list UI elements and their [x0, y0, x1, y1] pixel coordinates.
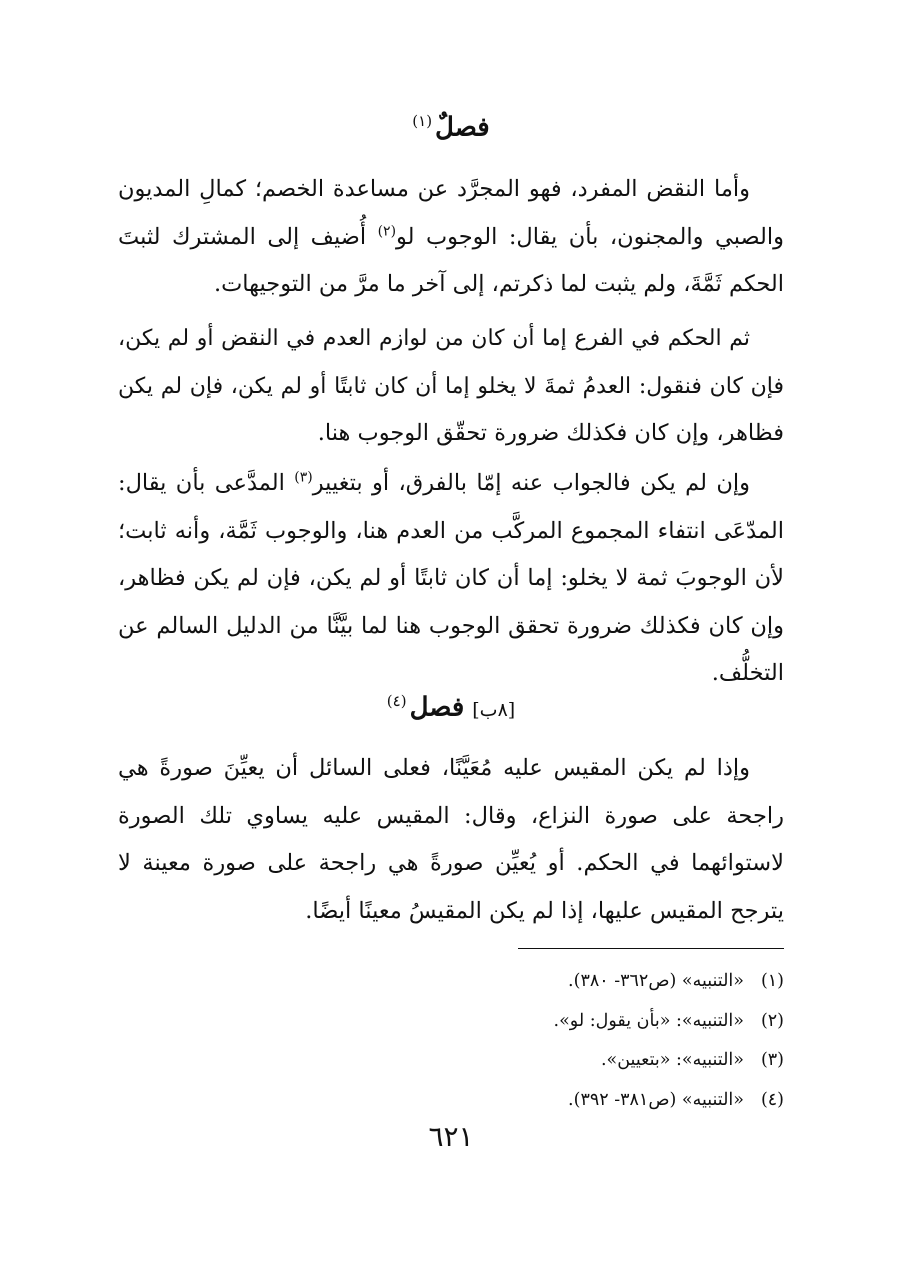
- section-heading-1: [118, 112, 784, 143]
- text-segment: وإن لم يكن فالجواب عنه إمّا بالفرق، أو بتغيير: [312, 470, 750, 496]
- heading-title: فصلٌ: [435, 112, 490, 143]
- footnote-number: (٤): [760, 1089, 784, 1110]
- text-line: فإن كان فنقول: العدمُ ثمةَ لا يخلو إما أن كان ثابتًا أو لم يكن، فإن لم يكن: [118, 373, 784, 399]
- text-line: التخلُّف.: [711, 660, 784, 686]
- text-line: [118, 214, 784, 262]
- text-line: وإذا لم يكن المقيس عليه مُعَيَّنًا، فعلى السائل أن يعيِّنَ صورةً هي: [118, 755, 750, 781]
- text-line: راجحة على صورة النزاع، وقال: المقيس عليه يساوي تلك الصورة: [118, 802, 784, 829]
- book-page: [118, 0, 784, 1271]
- footnote: [118, 1041, 784, 1081]
- text-line: المدّعَى انتفاء المجموع المركَّب من العدم هنا، والوجوب ثَمَّة، وأنه ثابت؛: [118, 517, 784, 544]
- footnote: [118, 1081, 784, 1121]
- text-line: الحكم ثَمَّةَ، ولم يثبت لما ذكرتم، إلى آخر ما مرَّ من التوجيهات.: [213, 271, 784, 297]
- footnote-text: «التنبيه»: «بتعيين».: [600, 1050, 744, 1070]
- folio-marker: [٨ب]: [472, 698, 516, 721]
- text-segment: المدَّعى بأن يقال:: [118, 470, 285, 496]
- footnote-ref: (٢): [377, 223, 397, 239]
- footnote-number: (١): [760, 971, 784, 991]
- section-heading-2: [118, 692, 784, 723]
- text-line: لأن الوجوبَ ثمة لا يخلو: إما أن كان ثابتًا أو لم يكن، فإن لم يكن فظاهر،: [118, 565, 784, 591]
- paragraph-2: [118, 315, 784, 458]
- footnote-text: «التنبيه» (ص٣٨١- ٣٩٢).: [568, 1089, 744, 1110]
- footnote-separator: [518, 948, 784, 949]
- footnote-number: (٣): [760, 1050, 784, 1070]
- paragraph-1: [118, 166, 784, 309]
- text-line: وأما النقض المفرد، فهو المجرَّد عن مساعدة الخصم؛ كمالِ المديون: [118, 176, 750, 202]
- footnote-text: «التنبيه» (ص٣٦٢- ٣٨٠).: [568, 971, 744, 991]
- paragraph-3: [118, 460, 784, 698]
- page-number: ٦٢١: [428, 1120, 474, 1153]
- footnotes: [118, 962, 784, 1120]
- footnote-text: «التنبيه»: «بأن يقول: لو».: [553, 1010, 744, 1031]
- text-line: [118, 460, 784, 508]
- heading-title: فصل: [409, 692, 465, 723]
- text-line: ثم الحكم في الفرع إما أن كان من لوازم العدم في النقض أو لم يكن،: [118, 326, 750, 351]
- text-line: يترجح المقيس عليها، إذا لم يكن المقيسُ معينًا أيضًا.: [305, 897, 784, 924]
- footnote: [118, 1002, 784, 1042]
- heading-footnote-ref: (٤): [386, 692, 407, 710]
- text-line: وإن كان فكذلك ضرورة تحقق الوجوب هنا لما بيَّنَّا من الدليل السالم عن: [118, 612, 784, 639]
- footnote-number: (٢): [760, 1010, 784, 1031]
- text-line: لاستوائهما في الحكم. أو يُعيِّن صورةً هي راجحة على صورة معينة لا: [118, 850, 784, 876]
- text-segment: والصبي والمجنون، بأن يقال: الوجوب لو: [396, 223, 784, 250]
- text-line: فظاهر، وإن كان فكذلك ضرورة تحقّق الوجوب هنا.: [317, 420, 784, 446]
- footnote-ref: (٣): [294, 469, 313, 486]
- text-segment: أُضيف إلى المشترك لثبتَ: [118, 223, 367, 250]
- paragraph-4: [118, 745, 784, 935]
- footnote: [118, 962, 784, 1002]
- heading-footnote-ref: (١): [412, 112, 433, 130]
